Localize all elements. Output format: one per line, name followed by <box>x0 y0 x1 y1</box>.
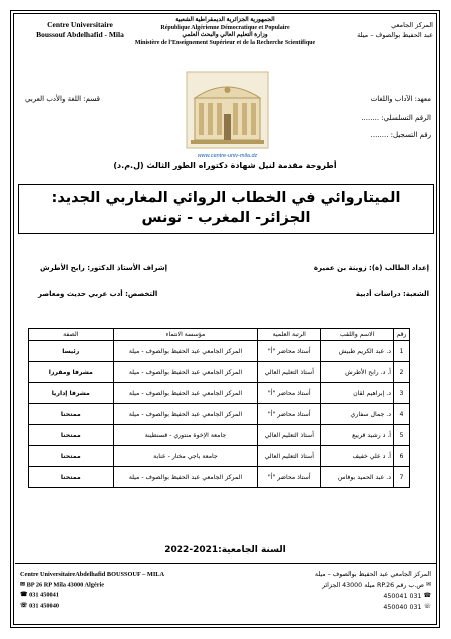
phone-icon: ☎ <box>423 592 431 599</box>
cell-num: 3 <box>394 383 410 404</box>
registration-number: رقم التسجيل: ........ <box>370 131 431 139</box>
university-logo <box>185 70 270 150</box>
header-right <box>323 20 433 40</box>
department-label: قسم: اللغة والأدب العربي <box>25 95 100 103</box>
cell-name: أ. د. رابح الأطرش <box>321 362 394 383</box>
cell-role: ممتحنا <box>29 425 114 446</box>
website-link[interactable]: www.centre-univ-mila.dz <box>197 153 258 159</box>
cell-rank: أستاذ التعليم العالي <box>258 446 321 467</box>
header-center <box>115 17 335 47</box>
footer-left-fax-wrap <box>20 601 220 611</box>
table-row <box>29 362 410 383</box>
cell-name: د. عبد الحميد بوفاس <box>321 467 394 488</box>
cell-name: د. جمال سفاري <box>321 404 394 425</box>
footer-right-phone: 031 450041 <box>383 593 422 600</box>
specialty-label: التخصص: أدب عربي حديث ومعاصر <box>38 290 158 298</box>
cell-name: د. عبد الكريم طبيش <box>321 341 394 362</box>
header-name: الاسم واللقب <box>321 329 394 341</box>
cell-num: 7 <box>394 467 410 488</box>
cell-num: 2 <box>394 362 410 383</box>
cell-institution: المركز الجامعي عبد الحفيظ بوالصوف - ميلة <box>113 404 258 425</box>
thesis-title-line1: الميتاروائي في الخطاب الروائي المغاربي الجديد: <box>51 190 401 206</box>
footer-right-phone-wrap <box>231 591 431 602</box>
footer-divider <box>15 563 436 564</box>
footer-left-phone-wrap <box>20 590 220 600</box>
cell-institution: المركز الجامعي عبد الحفيظ بوالصوف - ميلة <box>113 383 258 404</box>
footer-right-line2-wrap <box>231 580 431 591</box>
supervisor-name: إشراف الأستاذ الدكتور: رابح الأطرش <box>40 264 168 272</box>
header-center-fr1: République Algérienne Démocratique et Populaire <box>160 24 290 31</box>
mail-icon: ✉ <box>20 582 26 588</box>
cell-name: د. إبراهيم لقان <box>321 383 394 404</box>
table-row <box>29 383 410 404</box>
footer-right <box>231 570 431 613</box>
footer-left-line2: BP 26 RP Mila 43000 Algérie <box>26 581 105 589</box>
cell-institution: المركز الجامعي عبد الحفيظ بوالصوف - ميلة <box>113 362 258 383</box>
footer-right-line1: المركز الجامعي عبد الحفيظ بوالصوف – ميلة <box>314 571 431 578</box>
cell-institution: جامعة باجي مختار - عنابة <box>113 446 258 467</box>
student-name: إعداد الطالب (ة): زوينة بن عميرة <box>313 264 429 272</box>
fax-icon: ☏ <box>20 602 28 609</box>
table-row <box>29 467 410 488</box>
phone-icon: ☎ <box>20 592 28 599</box>
cell-rank: أستاذ محاضر "أ" <box>258 341 321 362</box>
branch-label: الشعبة: دراسات أدبية <box>355 290 429 298</box>
cell-role: ممتحنا <box>29 467 114 488</box>
footer-right-line2: ص.ب رقم RP.26 ميلة 43000 الجزائر <box>321 582 424 589</box>
cell-institution: المركز الجامعي عبد الحفيظ بوالصوف - ميلة <box>113 341 258 362</box>
header-center-ar1: الجمهورية الجزائرية الديمقراطية الشعبية <box>175 17 275 23</box>
header-center-fr2: Ministère de l’Enseignement Supérieur et de la Recherche Scientifique <box>134 39 316 46</box>
footer-left-line1: Centre UniversitaireAbdelhafid BOUSSOUF – MILA <box>20 571 165 578</box>
cell-role: مشرفا إداريا <box>29 383 114 404</box>
cell-rank: أستاذ محاضر "أ" <box>258 383 321 404</box>
serial-number: الرقم التسلسلي: ........ <box>361 114 431 122</box>
footer-right-fax: 031 450040 <box>383 604 422 611</box>
header-institution: مؤسسة الانتماء <box>113 329 258 341</box>
thesis-title-box <box>18 184 434 234</box>
table-row <box>29 404 410 425</box>
table-row <box>29 425 410 446</box>
table-row <box>29 341 410 362</box>
academic-year: السنة الجامعية:2021-2022 <box>164 545 286 555</box>
header-left-line2: Boussouf Abdelhafid - Mila <box>36 30 124 39</box>
mail-icon: ✉ <box>425 581 431 588</box>
jury-table <box>28 328 410 488</box>
cell-rank: أستاذ التعليم العالي <box>258 362 321 383</box>
cell-role: ممتحنا <box>29 446 114 467</box>
cell-name: أ. د رشيد قريبع <box>321 425 394 446</box>
footer-right-fax-wrap <box>231 602 431 613</box>
cell-role: ممتحنا <box>29 404 114 425</box>
header-rank: الرتبة العلمية <box>258 329 321 341</box>
cell-rank: أستاذ التعليم العالي <box>258 425 321 446</box>
table-row <box>29 446 410 467</box>
fax-icon: ☏ <box>423 603 431 610</box>
header-right-line1: المركز الجامعي <box>391 21 433 29</box>
header-left-line1: Centre Universitaire <box>47 20 113 29</box>
footer-left-line2-wrap <box>20 580 220 590</box>
footer-left <box>20 570 220 611</box>
institute-label: معهد: الآداب واللغات <box>370 95 431 103</box>
cell-institution: جامعة الإخوة منتوري - قسنطينة <box>113 425 258 446</box>
cell-role: رئيسا <box>29 341 114 362</box>
footer-left-fax: 031 450040 <box>29 602 60 610</box>
cell-rank: أستاذ محاضر "أ" <box>258 404 321 425</box>
cell-num: 5 <box>394 425 410 446</box>
thesis-title-line2: الجزائر- المغرب - تونس <box>141 210 311 226</box>
cell-num: 1 <box>394 341 410 362</box>
cell-rank: أستاذ محاضر "أ" <box>258 467 321 488</box>
cell-name: أ. د علي خفيف <box>321 446 394 467</box>
cell-num: 4 <box>394 404 410 425</box>
cell-role: مشرفا ومقررا <box>29 362 114 383</box>
header-right-line2: عبد الحفيظ بوالصوف – ميلة <box>357 31 433 39</box>
header-role: الصفة <box>29 329 114 341</box>
footer-left-phone: 031 450041 <box>29 591 59 599</box>
cell-num: 6 <box>394 446 410 467</box>
thesis-subtitle: أطروحة مقدمة لنيل شهادة دكتوراه الطور الثالث (ل.م.د) <box>113 161 337 170</box>
header-num: رقم <box>394 329 410 341</box>
table-header-row <box>29 329 410 341</box>
header-center-ar2: وزارة التعليم العالي والبحث العلمي <box>182 32 268 38</box>
cell-institution: المركز الجامعي عبد الحفيظ بوالصوف - ميلة <box>113 467 258 488</box>
